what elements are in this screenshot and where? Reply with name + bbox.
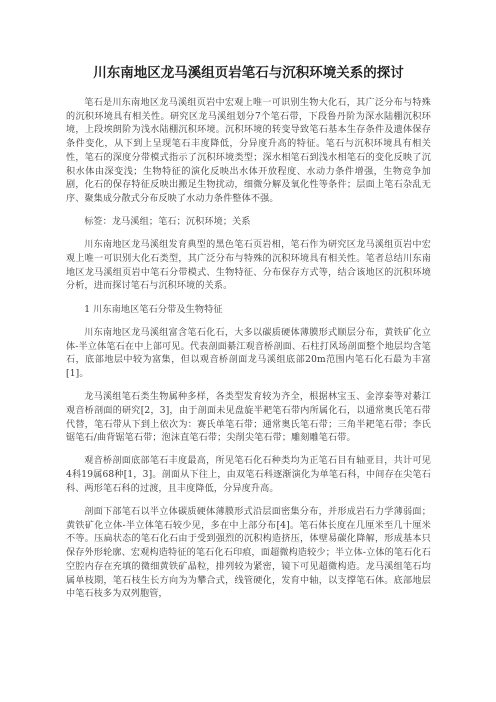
intro-paragraph: 川东南地区龙马溪组发育典型的黑色笔石页岩相，笔石作为研究区龙马溪组页岩中宏观上唯一可识别大化石类型，其广泛分布与特殊的沉积环境具有相关性。笔者总结川东南地区龙马溪组页岩中笔石分带模式、生物特征、分布保存方式等，结合该地区的沉积环境分析，进而探讨笔石与沉积环境的关系。: [66, 240, 431, 292]
keywords-line: 标签：龙马溪组；笔石；沉积环境；关系: [84, 217, 251, 228]
document-title: 川东南地区龙马溪组页岩笔石与沉积环境关系的探讨: [93, 65, 404, 81]
section1-paragraph-1: 川东南地区龙马溪组富含笔石化石，大多以碳质硬体薄膜形式顺层分布，黄铁矿化立体-半立体笔石在中上部可见。代表剖面綦江观音桥剖面、石柱打风场剖面整个地层均含笔石，底部地层中较为富集，但以观音桥剖面龙马溪组底部20m范围内笔石化石最为丰富[1]。: [66, 327, 431, 379]
section1-paragraph-3: 观音桥剖面底部笔石丰度最高，所见笔石化石种类均为正笔石目有轴亚目，共计可见4科19属68种[1，3]。剖面从下往上，由双笔石科逐渐演化为单笔石科，中间存在尖笔石科、两形笔石科的过渡，且丰度降低，分异度升高。: [66, 456, 431, 494]
section1-paragraph-4: 剖面下部笔石以半立体碳质硬体薄膜形式沿层面密集分布，并形成岩石力学薄弱面；黄铁矿化立体-半立体笔石较少见，多在中上部分布[4]。笔石体长度在几厘米至几十厘米不等。压扁状态的笔石化石由于受到强烈的沉积构造挤压，体壁易碳化降解，形成基本只保存外形轮廓、宏观构造特征的笔石化石印痕，面超微构造较少；半立体-立体的笔石化石空腔内存在充填的微细黄铁矿晶粒，排列较为紧密，镜下可见超微构造。龙马溪组笔石均属单枝期，笔石枝生长方向为为攀合式，线管硬化，发育中轴，以支撑笔石体。底部地层中笔石枝多为双列胞管，: [66, 507, 431, 600]
abstract-paragraph: 笔石是川东南地区龙马溪组页岩中宏观上唯一可识别生物大化石，其广泛分布与特殊的沉积环境具有相关性。研究区龙马溪组划分7个笔石带，下段鲁丹阶为深水陆棚沉积环境，上段埃朗阶为浅水陆棚沉积环境。沉积环境的转变导致笔石基本生存条件及遗体保存条件变化，从下到上呈现笔石丰度降低，分异度升高的特征。笔石与沉积环境具有相关性，笔石的深度分带模式指示了沉积环境类型；深水相笔石到浅水相笔石的变化反映了沉积水体由深变浅；生物特征的演化反映出水体开放程度、水动力条件增强，生物竞争加剧，化石的保存特征反映出搬足生物扰动，细微分解及氧化性等条件；层面上笔石杂乱无序、聚集成分散式分布反映了水动力条件整体不强。: [66, 98, 431, 204]
section1-paragraph-2: 龙马溪组笔石类生物属种多样，各类型发育较为齐全，根据林宝玉、金淳泰等对綦江观音桥剖面的研究[2，3]，由于剖面未见盘旋半耙笔石带内所属化石，以通常奥氏笔石带代替，笔石带从下到上依次为：赛氏单笔石带；通常奥氏笔石带；三角半耙笔石带；李氏锯笔石/曲背锯笔石带；泡沫直笔石带；尖削尖笔石带；雕刻雕笔石带。: [66, 392, 431, 444]
section-heading-1: 1 川东南地区笔石分带及生物特征: [84, 304, 223, 315]
